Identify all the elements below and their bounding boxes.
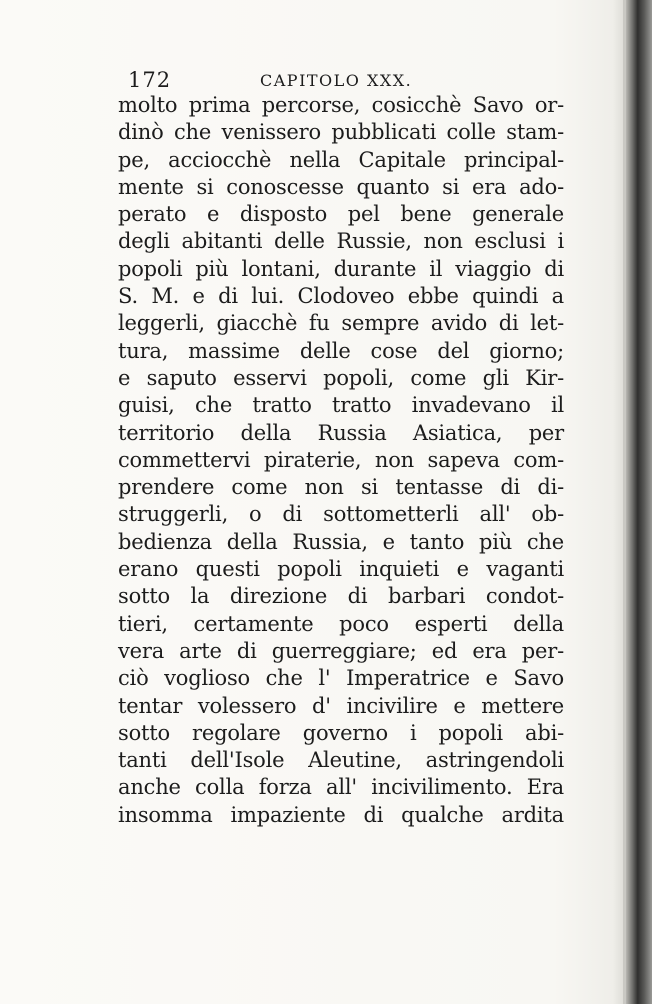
text-line: territorio della Russia Asiatica, per [118,420,564,445]
text-line: insomma impaziente di qualche ardita [118,802,564,827]
text-line: guisi, che tratto tratto invadevano il [118,393,564,418]
text-line: ciò voglioso che l' Imperatrice e Savo [118,666,564,691]
text-line: perato e disposto pel bene generale [118,202,564,227]
text-line: prendere come non si tentasse di di- [118,475,564,500]
book-spine-shadow [626,0,652,1004]
text-line: leggerli, giacchè fu sempre avido di let- [118,311,564,336]
text-line: tura, massime delle cose del giorno; [118,338,564,363]
text-line: commettervi piraterie, non sapeva com- [118,447,564,472]
text-line: dinò che venissero pubblicati colle stam- [118,120,564,145]
text-line: tieri, certamente poco esperti della [118,611,564,636]
text-line: mente si conoscesse quanto si era ado- [118,174,564,199]
text-line: struggerli, o di sottometterli all' ob- [118,502,564,527]
text-line: molto prima percorse, cosicchè Savo or- [118,93,564,117]
text-line: anche colla forza all' incivilimento. Era [118,775,564,800]
text-line: S. M. e di lui. Clodoveo ebbe quindi a [118,284,564,309]
chapter-title: CAPITOLO XXX. [260,71,413,90]
text-line: tanti dell'Isole Aleutine, astringendoli [118,748,564,773]
page-number: 172 [128,68,172,92]
text-line: bedienza della Russia, e tanto più che [118,529,564,554]
text-line: sotto regolare governo i popoli abi- [118,720,564,745]
text-line: degli abitanti delle Russie, non esclusi i [118,229,564,254]
text-line: e saputo esservi popoli, come gli Kir- [118,365,564,390]
text-line: sotto la direzione di barbari condot- [118,584,564,609]
text-line: erano questi popoli inquieti e vaganti [118,557,564,582]
text-line: pe, acciocchè nella Capitale principal- [118,147,564,172]
text-line: vera arte di guerreggiare; ed era per- [118,638,564,663]
text-line: popoli più lontani, durante il viaggio di [118,256,564,281]
text-line: tentar volessero d' incivilire e mettere [118,693,564,718]
body-text [118,92,564,829]
